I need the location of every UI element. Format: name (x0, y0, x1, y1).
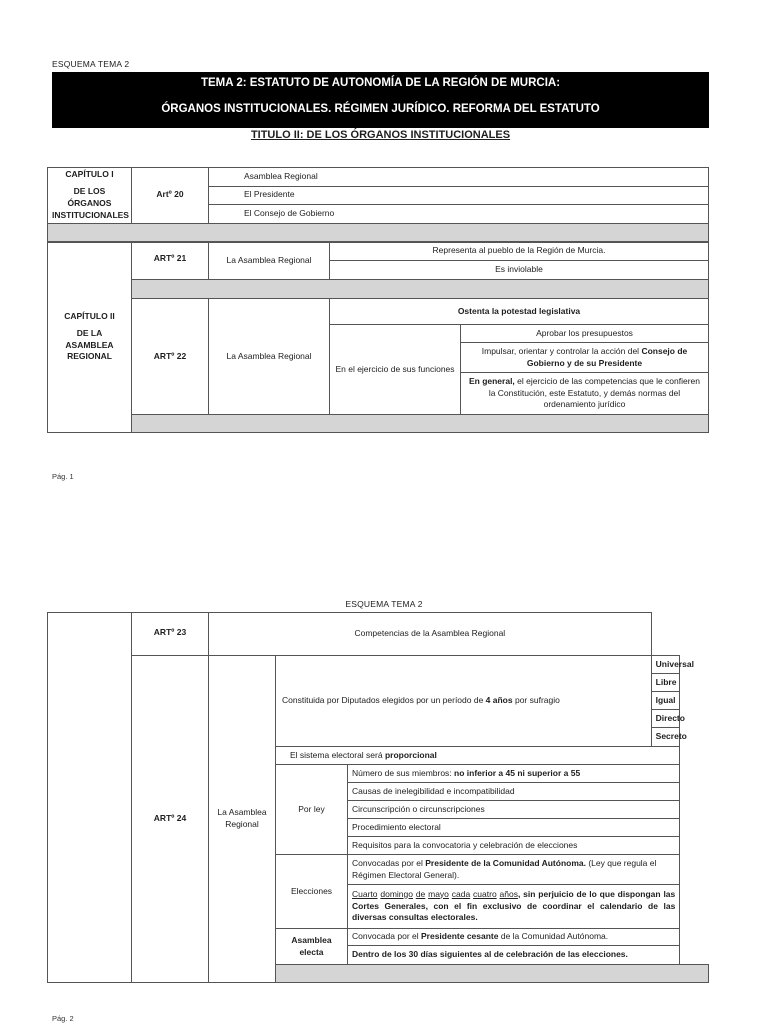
elections-emphasis: , sin perjuicio de lo que dispongan las Cortes Generales, con el fin exclusivo de coordinar el calendario de las diversas consultas electorales. (352, 888, 676, 923)
separator-row (48, 223, 709, 242)
term-years: 4 años (485, 695, 513, 706)
organ-asamblea: La Asamblea Regional (209, 242, 330, 280)
electoral-system (276, 747, 680, 765)
elections-word: cada (451, 888, 471, 899)
separator-row (132, 415, 709, 433)
function-item (461, 343, 709, 373)
function-text: el ejercicio de las competencias que le confieren la Constitución, este Estatuto, y demás normas del ordenamiento jurídico (488, 375, 701, 410)
function-item (461, 373, 709, 415)
by-law-item: Causas de inelegibilidad e incompatibilidad (348, 783, 680, 801)
elections-item (348, 855, 680, 885)
chapter-2-table (47, 241, 709, 433)
elections-word: años (499, 888, 518, 899)
members-text: Número de sus miembros: (352, 767, 455, 778)
elections-word: Cuarto (352, 888, 378, 899)
article-22: ARTº 22 (132, 299, 209, 415)
elections-emphasis: Presidente de la Comunidad Autónoma. (425, 857, 586, 868)
suffrage-item: Libre (651, 674, 680, 692)
chapter-1-title: CAPÍTULO I (65, 169, 114, 179)
separator-row (276, 965, 709, 983)
by-law-item: Circunscripción o circunscripciones (348, 801, 680, 819)
assembly-text: Convocada por el (352, 931, 421, 942)
art21-item: Representa al pueblo de la Región de Murcia. (330, 242, 709, 261)
chapter-2-subtitle: DE LA ASAMBLEA REGIONAL (65, 327, 114, 362)
constitution-text (276, 656, 652, 747)
by-law-item (348, 765, 680, 783)
chapter-1-table (47, 167, 709, 243)
suffrage-item: Directo (651, 710, 680, 728)
members-range: no inferior a 45 ni superior a 55 (454, 767, 581, 778)
elections-word: cuatro (473, 888, 497, 899)
elections-word: domingo (380, 888, 413, 899)
electoral-proportional: proporcional (384, 749, 437, 760)
assembly-item (348, 929, 680, 946)
suffrage-item: Universal (651, 656, 680, 674)
suffrage-item: Igual (651, 692, 680, 710)
by-law-item: Requisitos para la convocatoria y celebración de elecciones (348, 837, 680, 855)
title-line-2: ÓRGANOS INSTITUCIONALES. RÉGIMEN JURÍDICO. REFORMA DEL ESTATUTO (161, 103, 600, 115)
article-23: ARTº 23 (132, 613, 209, 656)
art21-item: Es inviolable (330, 261, 709, 280)
by-law-item: Procedimiento electoral (348, 819, 680, 837)
function-emphasis: En general, (468, 375, 515, 386)
elections-text: Convocadas por el (352, 857, 426, 868)
function-emphasis: Consejo de Gobierno y de su Presidente (526, 345, 688, 368)
organ-asamblea: La Asamblea Regional (209, 656, 276, 983)
organ-asamblea: La Asamblea Regional (209, 299, 330, 415)
functions-context: En el ejercicio de sus funciones (330, 325, 461, 415)
article-21: ARTº 21 (132, 242, 209, 280)
separator-row (132, 280, 709, 299)
article-20: Artº 20 (132, 168, 209, 224)
empty-left-column (48, 613, 132, 983)
chapter-2-title: CAPÍTULO II (64, 310, 115, 321)
title-line-1: TEMA 2: ESTATUTO DE AUTONOMÍA DE LA REGIÓN DE MURCIA: (200, 77, 561, 89)
organ-item: El Presidente (209, 186, 709, 205)
assembly-text: de la Comunidad Autónoma. (498, 931, 609, 942)
chapter-1-subtitle: DE LOS ÓRGANOS INSTITUCIONALES (52, 185, 129, 220)
organ-item: El Consejo de Gobierno (209, 205, 709, 224)
chapter-1-cell (48, 168, 132, 224)
electoral-text: El sistema electoral será (290, 749, 385, 760)
elections-item (348, 885, 680, 929)
section-title-text: TITULO II: DE LOS ÓRGANOS INSTITUCIONALES (250, 129, 511, 141)
competences-text: Competencias de la Asamblea Regional (209, 613, 652, 656)
function-text: Impulsar, orientar y controlar la acción del (481, 345, 642, 356)
section-title (52, 129, 709, 141)
elections-word: de (415, 888, 426, 899)
page-header: ESQUEMA TEMA 2 (345, 599, 423, 609)
constitution-part: por sufragio (512, 695, 560, 706)
article-23-24-table (47, 612, 709, 983)
function-item: Aprobar los presupuestos (461, 325, 709, 343)
constitution-part: Constituida por Diputados elegidos por un período de (282, 695, 486, 706)
article-24: ARTº 24 (132, 656, 209, 983)
elections-text: (Ley que regula el Régimen Electoral General). (352, 857, 657, 880)
chapter-2-cell (48, 242, 132, 433)
elected-assembly-label: Asamblea electa (276, 929, 348, 965)
organ-item: Asamblea Regional (209, 168, 709, 187)
document-title-bar (52, 72, 709, 128)
legislative-power: Ostenta la potestad legislativa (330, 299, 709, 325)
elections-label: Elecciones (276, 855, 348, 929)
suffrage-item: Secreto (651, 728, 680, 747)
assembly-item: Dentro de los 30 días siguientes al de celebración de las elecciones. (348, 946, 680, 965)
page-header: ESQUEMA TEMA 2 (52, 59, 130, 69)
page-number: Pág. 2 (52, 1014, 74, 1023)
assembly-emphasis: Presidente cesante (421, 931, 499, 942)
elections-word: mayo (428, 888, 449, 899)
by-law-label: Por ley (276, 765, 348, 855)
page-number: Pág. 1 (52, 472, 74, 481)
